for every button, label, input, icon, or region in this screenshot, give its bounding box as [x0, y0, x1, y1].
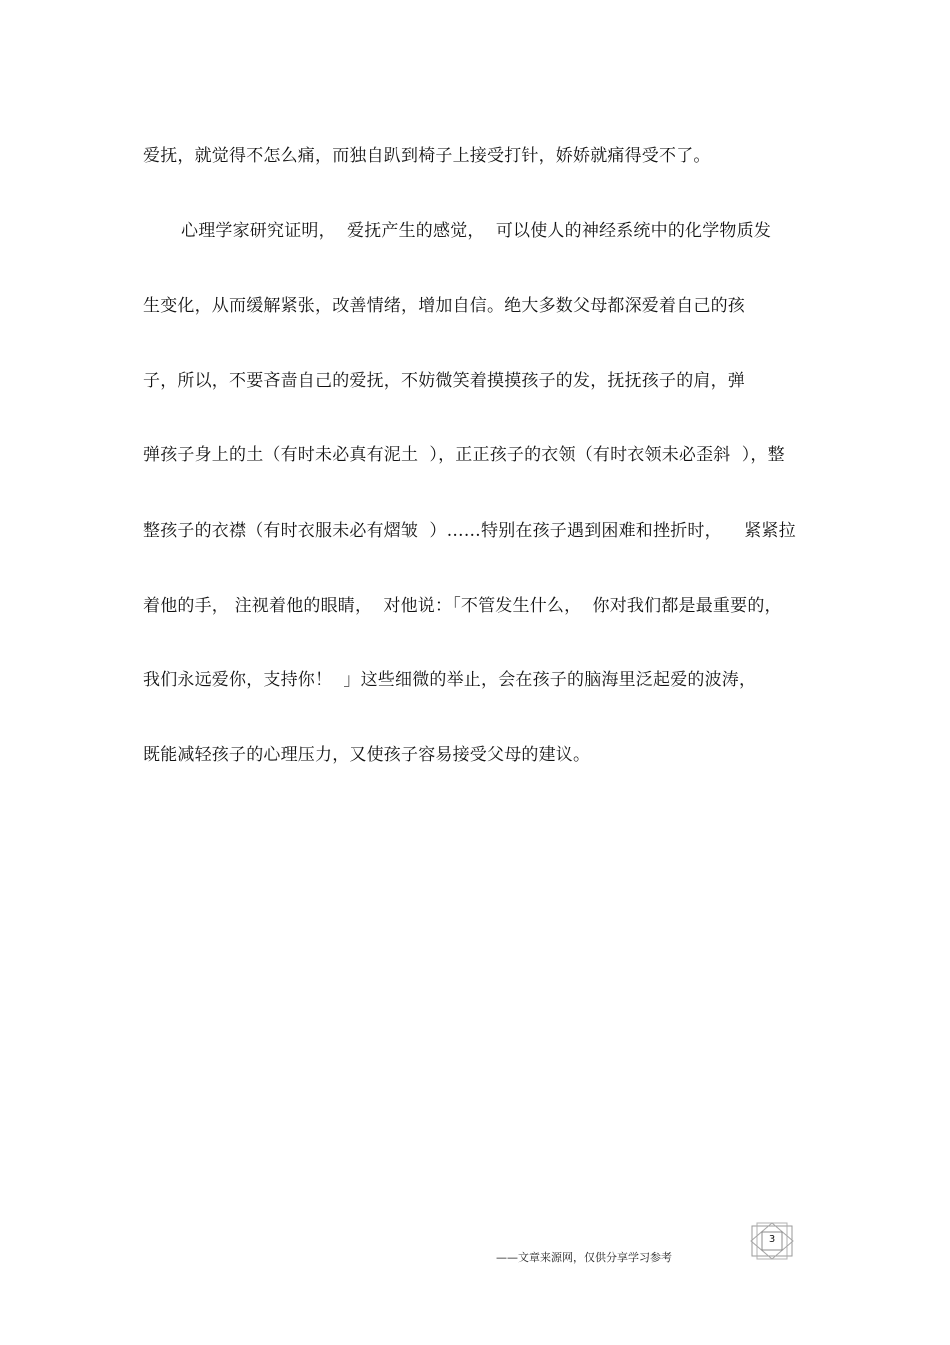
paragraph-line: 心理学家研究证明， 爱抚产生的感觉， 可以使人的神经系统中的化学物质发: [181, 221, 772, 241]
page-number: 3: [768, 1234, 776, 1245]
paragraph-line: 子，所以，不要吝啬自己的爱抚，不妨微笑着摸摸孩子的发，抚抚孩子的肩，弹: [143, 371, 745, 391]
paragraph-line: 爱抚，就觉得不怎么痛，而独自趴到椅子上接受打针，娇娇就痛得受不了。: [143, 146, 711, 166]
paragraph-line: 整孩子的衣襟（有时衣服未必有熠皱 ）……特别在孩子遇到困难和挫折时， 紧紧拉: [143, 521, 796, 541]
paragraph-line: 我们永远爱你，支持你！ 」这些细微的举止，会在孩子的脑海里泛起爱的波涛，: [143, 670, 757, 690]
page-number-badge: [749, 1222, 795, 1260]
paragraph-line: 弹孩子身上的土（有时未必真有泥土 ），正正孩子的衣领（有时衣领未必歪斜 ），整: [143, 445, 785, 465]
paragraph-line: 既能减轻孩子的心理压力，又使孩子容易接受父母的建议。: [143, 745, 591, 765]
paragraph-line: 着他的手， 注视着他的眼睛， 对他说：「不管发生什么， 你对我们都是最重要的，: [143, 596, 782, 616]
paragraph-line: 生变化，从而缓解紧张，改善情绪，增加自信。绝大多数父母都深爱着自己的孩: [143, 296, 745, 316]
footer-source-text: ——文章来源网，仅供分享学习参考: [496, 1251, 672, 1264]
